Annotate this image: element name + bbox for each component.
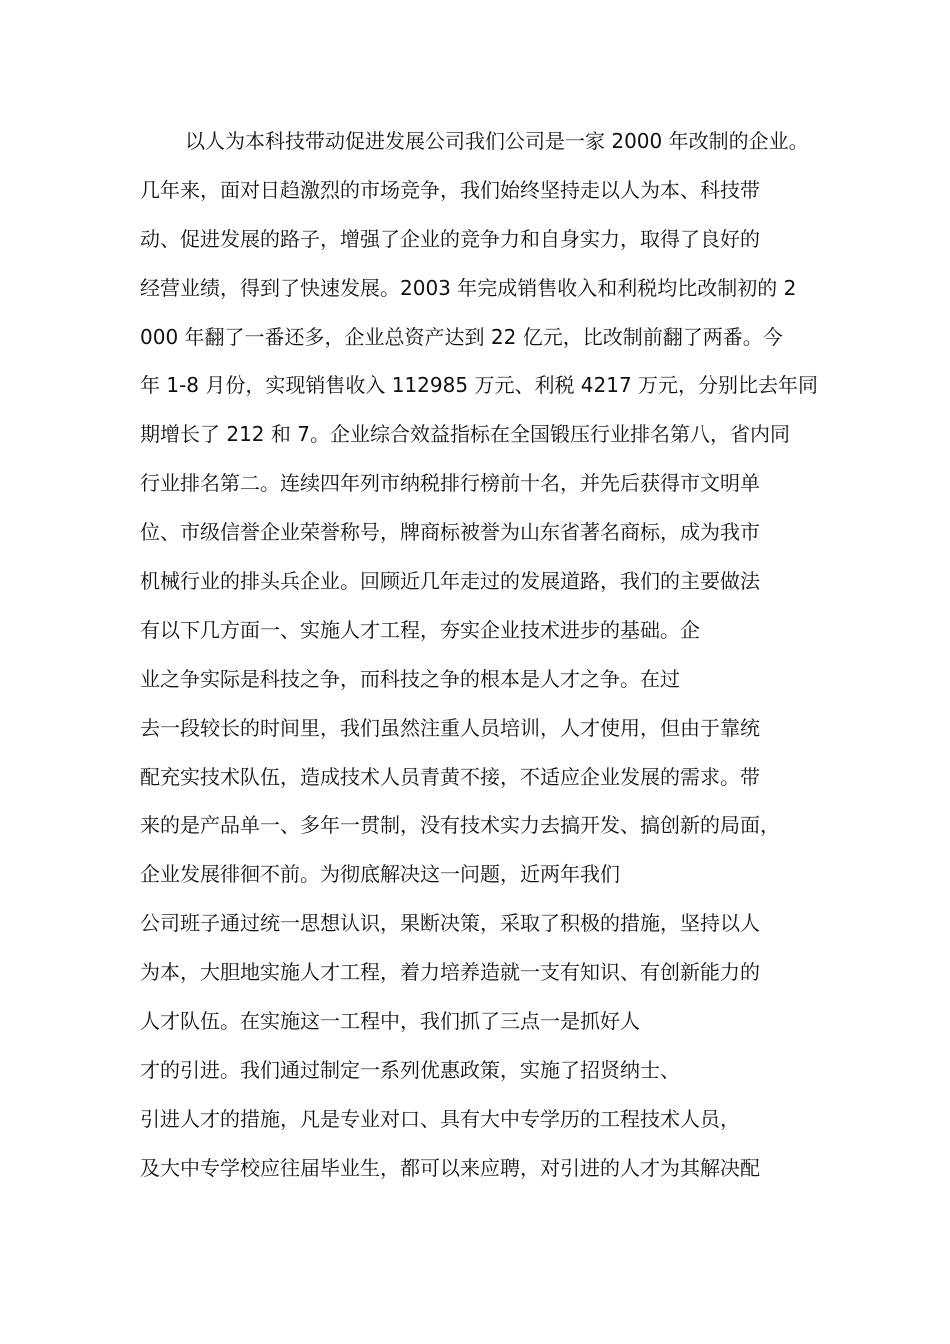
body-text [140, 117, 830, 1193]
paragraph-line: 配充实技术队伍，造成技术人员青黄不接，不适应企业发展的需求。带 [140, 764, 760, 789]
paragraph-line: 动、促进发展的路子，增强了企业的竞争力和自身实力，取得了良好的 [140, 226, 760, 251]
paragraph-line: 以人为本科技带动促进发展公司我们公司是一家 2000 年改制的企业。 [185, 129, 809, 153]
paragraph-line: 来的是产品单一、多年一贯制，没有技术实力去搞开发、搞创新的局面， [140, 813, 780, 838]
paragraph-line: 企业发展徘徊不前。为彻底解决这一问题，近两年我们 [140, 862, 620, 887]
paragraph-line: 几年来，面对日趋激烈的市场竞争，我们始终坚持走以人为本、科技带 [140, 177, 760, 202]
paragraph-line: 经营业绩，得到了快速发展。2003 年完成销售收入和利税均比改制初的 2 [140, 275, 797, 300]
paragraph-line: 期增长了 212 和 7。企业综合效益指标在全国锻压行业排名第八，省内同 [140, 422, 790, 447]
paragraph-line: 机械行业的排头兵企业。回顾近几年走过的发展道路，我们的主要做法 [140, 569, 760, 594]
paragraph-line: 位、市级信誉企业荣誉称号，牌商标被誉为山东省著名商标，成为我市 [140, 520, 760, 545]
paragraph-line: 行业排名第二。连续四年列市纳税排行榜前十名，并先后获得市文明单 [140, 471, 760, 496]
paragraph-line: 人才队伍。在实施这一工程中，我们抓了三点一是抓好人 [140, 1009, 640, 1034]
paragraph-line: 去一段较长的时间里，我们虽然注重人员培训，人才使用，但由于靠统 [140, 715, 760, 740]
paragraph-line: 年 1-8 月份，实现销售收入 112985 万元、利税 4217 万元，分别比去年同 [140, 373, 819, 398]
paragraph-line: 及大中专学校应往届毕业生，都可以来应聘，对引进的人才为其解决配 [140, 1155, 760, 1180]
paragraph-line: 才的引进。我们通过制定一系列优惠政策，实施了招贤纳士、 [140, 1057, 680, 1082]
paragraph-line: 000 年翻了一番还多，企业总资产达到 22 亿元，比改制前翻了两番。今 [140, 324, 783, 349]
paragraph-line: 有以下几方面一、实施人才工程，夯实企业技术进步的基础。企 [140, 617, 700, 642]
paragraph-line: 业之争实际是科技之争，而科技之争的根本是人才之争。在过 [140, 666, 680, 691]
paragraph-line: 为本，大胆地实施人才工程，着力培养造就一支有知识、有创新能力的 [140, 960, 760, 985]
paragraph-line: 引进人才的措施，凡是专业对口、具有大中专学历的工程技术人员， [140, 1106, 740, 1131]
paragraph-line: 公司班子通过统一思想认识，果断决策，采取了积极的措施，坚持以人 [140, 911, 760, 936]
